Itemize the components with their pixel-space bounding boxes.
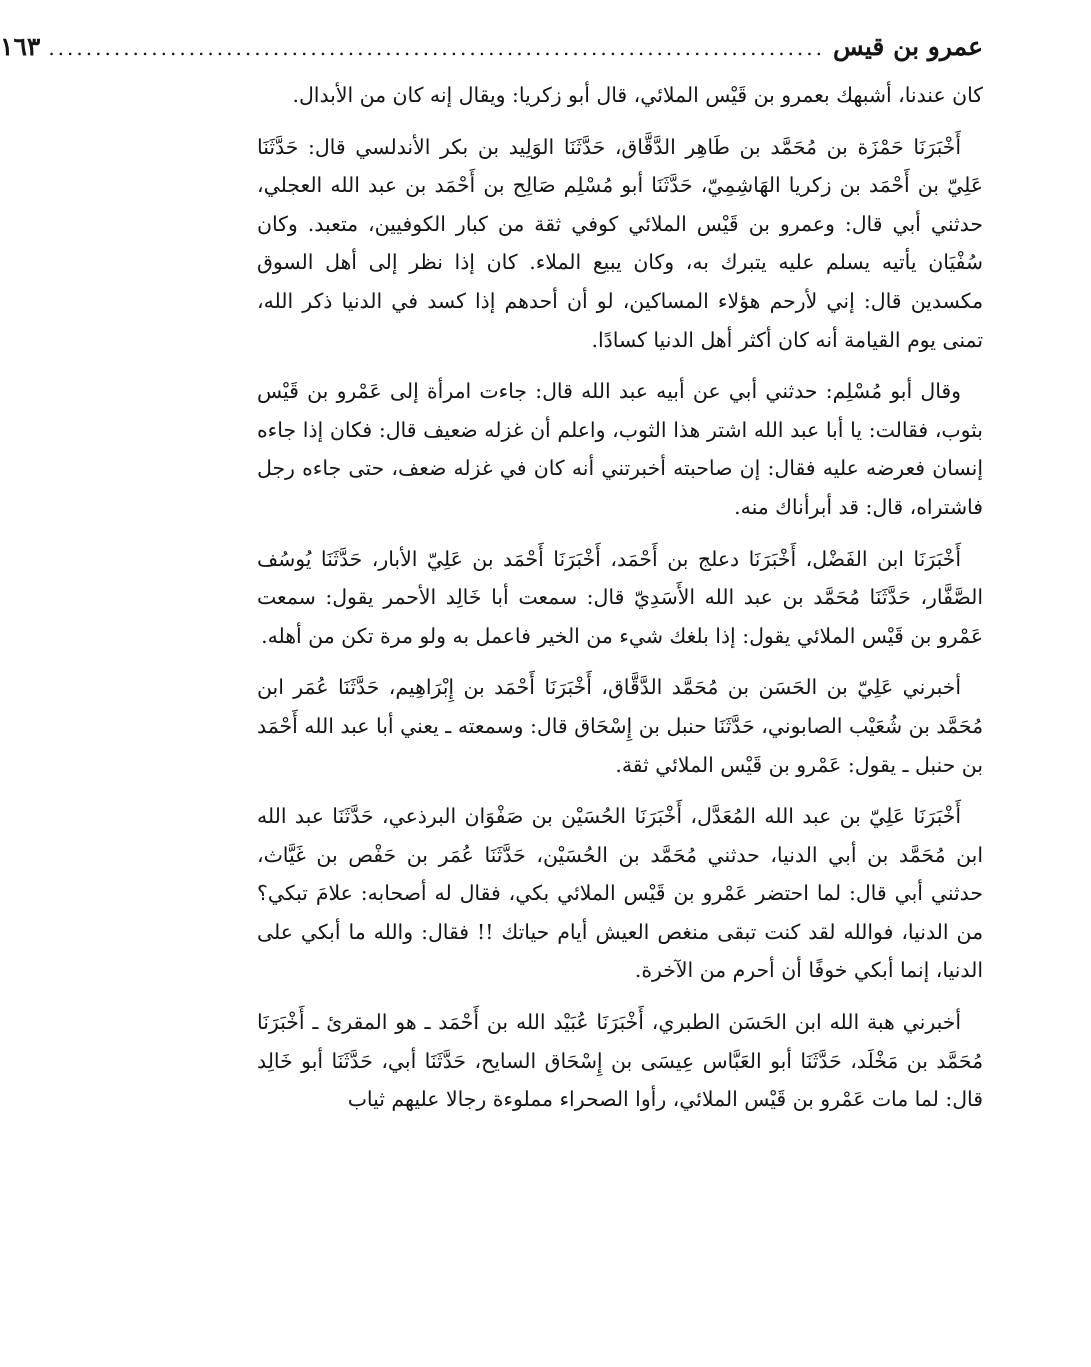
paragraph-ibn-alfadl-narration: أَخْبَرَنَا ابن الفَضْل، أَخْبَرَنَا دعلج بن أَحْمَد، أَخْبَرَنَا أَحْمَد بن عَلِيّ الأبار، حَدَّثَنَا يُوسُف الصَّفَّار، حَدَّثَنَا مُحَمَّد بن عبد الله الأَسَدِيّ قال: سمعت أبا خَالِد الأحمر يقول: سمعت عَمْرو بن قَيْس الملائي يقول: إذا بلغك شيء من الخير فاعمل به ولو مرة تكن من أهله.: [257, 546, 983, 648]
paragraph-ali-ibn-alhasan-narration: أخبرني عَلِيّ بن الحَسَن بن مُحَمَّد الدَّقَّاق، أَخْبَرَنَا أَحْمَد بن إِبْرَاهِيم، حَدَّثَنَا عُمَر ابن مُحَمَّد بن شُعَيْب الصابوني، حَدَّثَنَا حنبل بن إِسْحَاق قال: وسمعته ـ يعني أبا عبد الله أَحْمَد بن حنبل ـ يقول: عَمْرو بن قَيْس الملائي ثقة.: [257, 675, 983, 777]
body-text: [257, 76, 983, 1119]
page-header: [0, 32, 983, 76]
book-page: [0, 32, 983, 1119]
dot-leader: ...................................................................................: [48, 36, 825, 60]
paragraph-continuation: كان عندنا، أشبهك بعمرو بن قَيْس الملائي، قال أبو زكريا: ويقال إنه كان من الأبدال.: [292, 83, 983, 107]
paragraph-hibat-allah-narration: أخبرني هبة الله ابن الحَسَن الطبري، أَخْبَرَنَا عُبَيْد الله بن أَحْمَد ـ هو المقرئ ـ أَخْبَرَنَا مُحَمَّد بن مَخْلَد، حَدَّثَنَا أبو العَبَّاس عِيسَى بن إِسْحَاق السايح، حَدَّثَنَا أبي، حَدَّثَنَا أبو خَالِد قال: لما مات عَمْرو بن قَيْس الملائي، رأوا الصحراء مملوءة رجالا عليهم ثياب: [257, 1010, 983, 1112]
running-title: عمرو بن قيس: [833, 32, 983, 61]
paragraph-hamza-narration: أَخْبَرَنَا حَمْزَة بن مُحَمَّد بن طَاهِر الدَّقَّاق، حَدَّثَنَا الوَلِيد بن بكر الأندلسي قال: حَدَّثَنَا عَلِيّ بن أَحْمَد بن زكريا الهَاشِمِيّ، حَدَّثَنَا أبو مُسْلِم صَالِح بن أَحْمَد بن عبد الله العجلي، حدثني أبي قال: وعمرو بن قَيْس الملائي كوفي ثقة من كبار الكوفيين، متعبد. وكان سُفْيَان يأتيه يسلم عليه يتبرك به، وكان يبيع الملاء. كان إذا نظر إلى أهل السوق مكسدين قال: إني لأرحم هؤلاء المساكين، لو أن أحدهم إذا كسد في الدنيا ذكر الله، تمنى يوم القيامة أنه كان أكثر أهل الدنيا كسادًا.: [257, 134, 983, 352]
paragraph-ali-ibn-abdullah-narration: أَخْبَرَنَا عَلِيّ بن عبد الله المُعَدَّل، أَخْبَرَنَا الحُسَيْن بن صَفْوَان البرذعي، حَدَّثَنَا عبد الله ابن مُحَمَّد بن أبي الدنيا، حدثني مُحَمَّد بن الحُسَيْن، حَدَّثَنَا عُمَر بن حَفْص بن غَيَّاث، حدثني أبي قال: لما احتضر عَمْرو بن قَيْس الملائي بكي، فقال له أصحابه: علامَ تبكي؟ من الدنيا، فوالله لقد كنت تبقى منغص العيش أيام حياتك !! فقال: والله ما أبكي على الدنيا، إنما أبكي خوفًا أن أحرم من الآخرة.: [257, 804, 983, 983]
paragraph-abu-muslim-narration: وقال أبو مُسْلِم: حدثني أبي عن أبيه عبد الله قال: جاءت امرأة إلى عَمْرو بن قَيْس بثوب، فقالت: يا أبا عبد الله اشتر هذا الثوب، واعلم أن غزله ضعيف قال: فكان إذا جاءه إنسان فعرضه عليه فقال: إن صاحبته أخبرتني أنه كان في غزله ضعف، حتى جاءه رجل فاشتراه، قال: قد أبرأناك منه.: [257, 379, 983, 519]
page-number: ١٦٣: [0, 32, 41, 61]
